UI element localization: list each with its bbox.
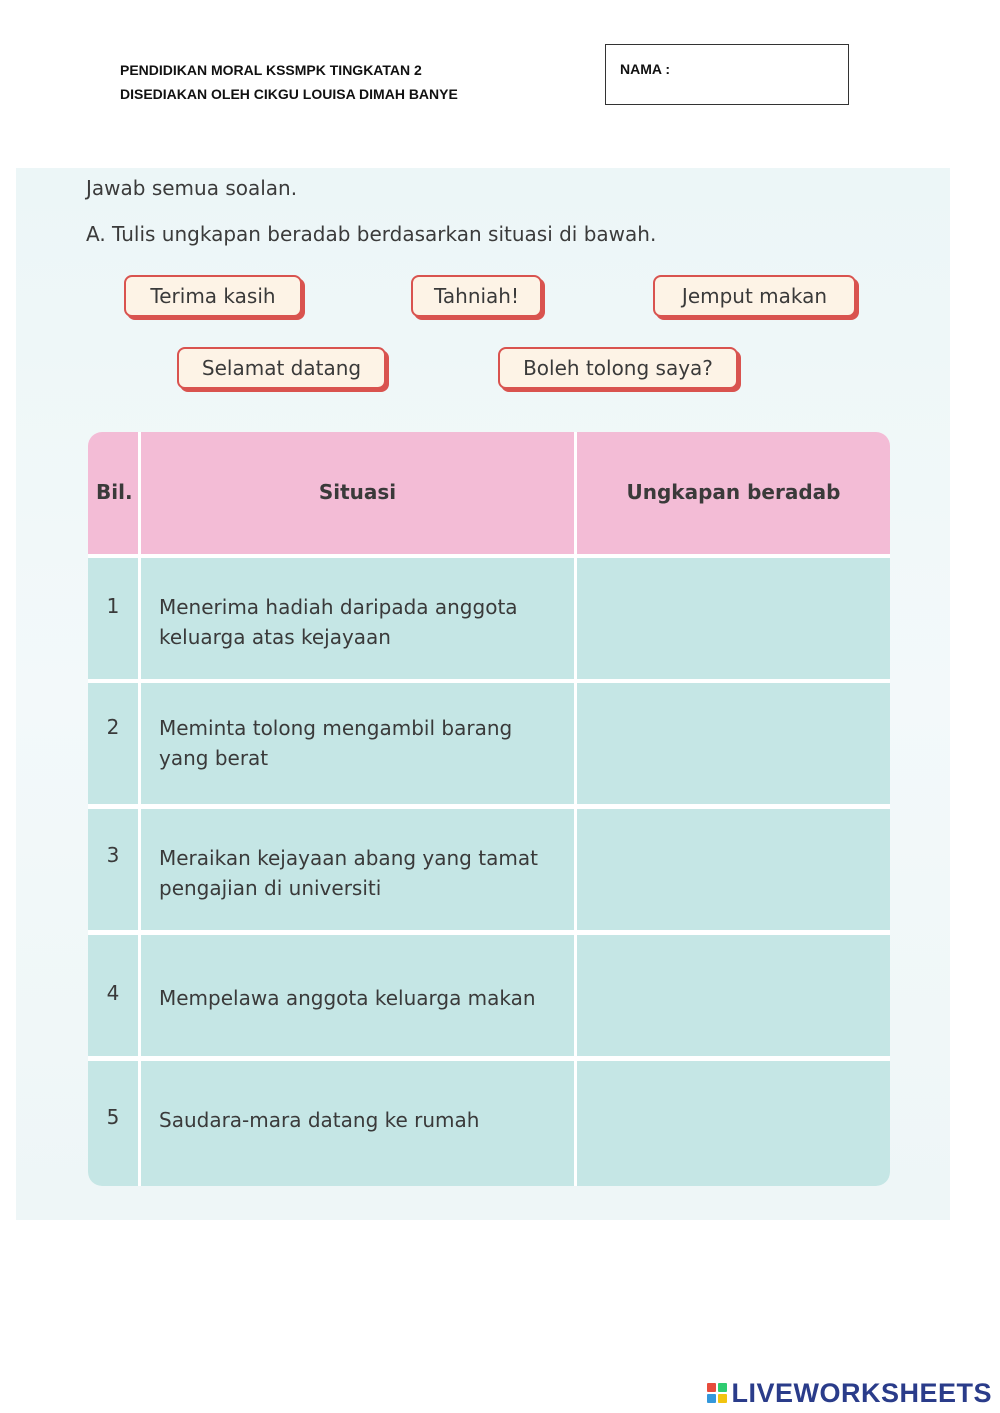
row-3-answer-field[interactable] bbox=[577, 809, 890, 930]
row-3-situasi bbox=[141, 809, 574, 930]
header-situasi bbox=[141, 432, 574, 554]
row-1-answer-field[interactable] bbox=[577, 558, 890, 679]
row-4-situasi bbox=[141, 935, 574, 1056]
header-situasi-label: Situasi bbox=[318, 480, 397, 504]
row-5-situasi bbox=[141, 1061, 574, 1186]
chip-terima-kasih: Terima kasih bbox=[124, 275, 302, 317]
liveworksheets-wordmark: LIVEWORKSHEETS bbox=[731, 1377, 992, 1408]
row-5-bil bbox=[88, 1061, 138, 1186]
row-5-situasi-text: Saudara-mara datang ke rumah bbox=[159, 1108, 480, 1132]
row-4-answer-field[interactable] bbox=[577, 935, 890, 1056]
chip-boleh-tolong-saya: Boleh tolong saya? bbox=[498, 347, 738, 389]
chip-jemput-makan: Jemput makan bbox=[653, 275, 856, 317]
row-4-bil bbox=[88, 935, 138, 1056]
row-2-bil bbox=[88, 683, 138, 804]
chip-selamat-datang: Selamat datang bbox=[177, 347, 386, 389]
row-4-number: 4 bbox=[106, 981, 120, 1005]
row-3-situasi-text: Meraikan kejayaan abang yang tamat pengajian di universiti bbox=[159, 846, 538, 900]
row-2-situasi bbox=[141, 683, 574, 804]
header-ungkapan-label: Ungkapan beradab bbox=[626, 480, 841, 504]
row-2-answer-field[interactable] bbox=[577, 683, 890, 804]
row-5-number: 5 bbox=[106, 1105, 120, 1129]
situation-table bbox=[88, 432, 890, 1186]
worksheet-author-line: DISEDIAKAN OLEH CIKGU LOUISA DIMAH BANYE bbox=[120, 86, 458, 102]
row-1-situasi bbox=[141, 558, 574, 679]
liveworksheets-logo-icon bbox=[707, 1383, 727, 1403]
name-label: NAMA : bbox=[620, 61, 671, 77]
row-1-number: 1 bbox=[106, 594, 120, 618]
row-3-number: 3 bbox=[106, 843, 120, 867]
row-1-situasi-text: Menerima hadiah daripada anggota keluarga atas kejayaan bbox=[159, 595, 518, 649]
row-1-bil bbox=[88, 558, 138, 679]
name-box[interactable] bbox=[605, 44, 849, 105]
row-2-situasi-text: Meminta tolong mengambil barang yang berat bbox=[159, 716, 513, 770]
row-3-bil bbox=[88, 809, 138, 930]
row-4-situasi-text: Mempelawa anggota keluarga makan bbox=[159, 986, 536, 1010]
row-2-number: 2 bbox=[106, 715, 120, 739]
header-ungkapan bbox=[577, 432, 890, 554]
worksheet-subject-title: PENDIDIKAN MORAL KSSMPK TINGKATAN 2 bbox=[120, 62, 422, 78]
liveworksheets-branding bbox=[707, 1378, 992, 1408]
header-bil-label: Bil. bbox=[96, 480, 133, 504]
instruction-section-a: A. Tulis ungkapan beradab berdasarkan situasi di bawah. bbox=[86, 222, 657, 246]
chip-tahniah: Tahniah! bbox=[411, 275, 542, 317]
instruction-answer-all: Jawab semua soalan. bbox=[86, 176, 298, 200]
header-bil bbox=[88, 432, 138, 554]
row-5-answer-field[interactable] bbox=[577, 1061, 890, 1186]
